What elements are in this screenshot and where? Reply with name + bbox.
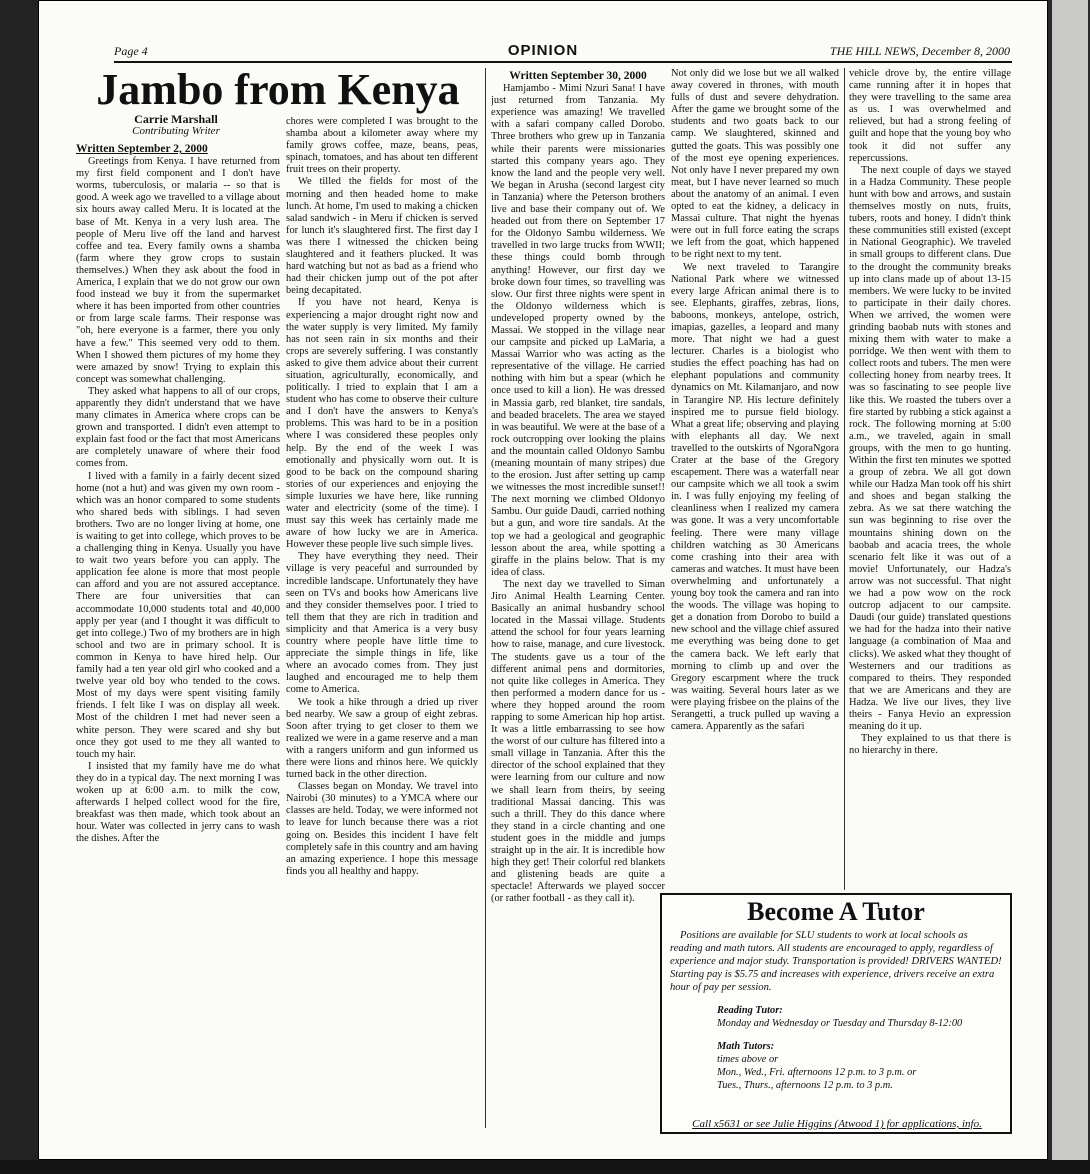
- paragraph: Classes began on Monday. We travel into Nairobi (30 minutes) to a YMCA where our classes are held. Today, we were informed not to leave for lunch because there was a riot going on. Besides this incident I have felt completely safe in this country and am having an amazing experience. I hope this message finds you all healthy and happy.: [286, 781, 478, 877]
- dateline-1: Written September 2, 2000: [76, 143, 208, 155]
- author-name: Carrie Marshall: [134, 112, 218, 126]
- paragraph: They explained to us that there is no hierarchy in there.: [849, 733, 1011, 757]
- dateline-2: Written September 30, 2000: [509, 70, 647, 82]
- reading-tutor-label: Reading Tutor:: [717, 1005, 783, 1016]
- article-headline: Jambo from Kenya: [96, 65, 460, 114]
- ad-contact: Call x5631 or see Julie Higgins (Atwood 1) for applications, info.: [692, 1118, 982, 1130]
- paragraph: The next day we travelled to Siman Jiro Animal Health Learning Center. Basically an animal husbandry school located in the Massai village. Students attend the school for four years learning how to raise, manage, and cure livestock. The students gave us a tour of the different animal pens and dormitories, not quite like colleges in America. They then performed a modern dance for us - where they hopped around the room rapping to some American hip hop artist. It was a little embarrassing to see how the worst of our culture has filtered into a small village in Tanzania. After this the director of the school explained that they were learning from our culture and now we shall learn from theirs, by seeing traditional Massai dancing. This was such a thrill. They do this dance where they stand in a circle chanting and one student goes in the middle and jumps straight up in the air. It is incredible how high they get! Their colorful red blankets and glistening beads are quite a spectacle! Afterwards we played soccer (or rather football - as they call it).: [491, 578, 665, 905]
- paragraph: I lived with a family in a fairly decent sized home (not a hut) and was given my own room - which was an honor compared to some students who shared beds with siblings. I had seven brothers. Two are no longer living at home, one is waiting to get into college, which proves to be a challenging thing in Kenya. Usually you have to wait two years before you can apply. The application fee alone is more that most people can afford and you are not assured acceptance. There are four universities that can accommodate 10,000 students total and 40,000 apply per year (and I thought it was difficult to get into college.) Two of my brothers are in high school and two are in primary school. It is common in Kenya to have hired help. Our family had a ten year old girl who cooked and a twelve year old boy who tended to the cows. Most of my days were spent visiting family friends. I felt like I was on display all week. Most of the children I met had never seen a white person. They were scared and shy but once they got used to me they all wanted to touch my hair.: [76, 470, 280, 760]
- paragraph: I insisted that my family have me do what they do in a typical day. The next morning I was woken up at 6:00 a.m. to milk the cow, afterwards I helped collect wood for the fire, breakfast was then made, which took about an hour. Water was collected in jerry cans to wash the dishes. After the: [76, 760, 280, 845]
- ad-description: Positions are available for SLU students to work at local schools as reading and math tutors. All students are encouraged to apply, regardless of experience and major study. Transportation is provided! DRIVERS WANTED! Starting pay is $5.75 and increases with experience, drivers receive an extra hour of pay per session.: [670, 930, 1002, 993]
- paragraph: We tilled the fields for most of the morning and then headed home to make lunch. At home, I'm used to making a chicken salad sandwich - in Meru if chicken is served for lunch it's slaughtered first. The first day I was there I witnessed the chicken being slaughtered and it feathers plucked. It was hard watching but not as bad as a friend who had their chicken jump out of the pot after being decapitated.: [286, 176, 478, 297]
- paragraph: They have everything they need. Their village is very peaceful and surrounded by incredible landscape. Unfortunately they have seen on TVs and books how Americans live and they consider themselves poor. I tried to tell them that they are rich in tradition and simplicity and that America is a very busy country where people have little time to appreciate the simple things in life, like where an avocado comes from. They just laughed and encouraged me to help them come to America.: [286, 551, 478, 696]
- ad-title: Become A Tutor: [747, 897, 925, 926]
- author-role: Contributing Writer: [132, 125, 220, 137]
- paper-dateline: THE HILL NEWS, December 8, 2000: [829, 44, 1010, 58]
- paragraph: Greetings from Kenya. I have returned from my first field component and I don't have worms, tuberculosis, or malaria -- so that is good. A week ago we travelled to a village about six hours away called Meru. It is located at the base of Mt. Kenya in a very lush area. The people of Meru live off the land and harvest coffee and tea. Every family owns a shamba (farm where they grow crops to sustain themselves.) When they ask about the food in America, I explain that we do not grow our own food instead we buy it from the supermarket where it has been imported from other countries or from large scale farms. Their response was "oh, here everyone is a farmer, there you only have a few." This seemed very odd to them. When I showed them pictures of my home they were amazed by snow! Trying to explain this concept was somewhat challenging.: [76, 156, 280, 385]
- ad-schedule: [717, 1004, 1010, 1092]
- article-column-1: [76, 143, 280, 1126]
- paragraph: We next traveled to Tarangire National Park where we witnessed every large African animal there is to see. Elephants, giraffes, zebras, lions, baboons, monkeys, antelope, ostrich, imapias, gazelles, a leopard and many more. That night we had a guest lecturer. Charles is a biologist who studies the effect poaching has had on elephant populations and community dynamics on Mt. Kilamanjaro, and now in Tarangire NP. His lecture definitely inspired me to pursue field biology. What a great life; observing and playing with elephants all day. We next travelled to the outskirts of NgoraNgora Crater at the base of the Gregory escapement. There was a waterfall near our campsite which we all took a swim in. I was fully enjoying my feeling of cleanliness when I realized my camera was gone. It was a very uncomfortable feeling. There were many village children watching as 30 Americans come crashing into their area with cameras and watches. It must have been overwhelming and unfortunately a young boy took the camera and ran into the woods. The village was hoping to get a donation from Dorobo to build a new school and the village chief assured me everything was being done to get the camera back. We left early that morning to climb up and over the Gregory escarpment where the truck was waiting. Several hours later as we were playing frisbee on the plains of the Serangetti, a truck pulled up waving a camera. Apparently as the safari: [671, 261, 839, 733]
- column-divider: [844, 68, 845, 890]
- math-tutor-line: Mon., Wed., Fri. afternoons 12 p.m. to 3 p.m. or: [717, 1067, 917, 1078]
- newspaper-page: [38, 0, 1048, 1160]
- math-tutor-line: Tues., Thurs., afternoons 12 p.m. to 3 p.m.: [717, 1080, 893, 1091]
- paragraph: vehicle drove by, the entire village came running after it in hopes that they were travelling to the same area as us. I was overwhelmed and relieved, but had a strong feeling of guilt and hope that the young boy who took it did not suffer any repercussions.: [849, 68, 1011, 164]
- reading-tutor-schedule: Monday and Wednesday or Tuesday and Thursday 8-12:00: [717, 1018, 963, 1029]
- page-number: Page 4: [114, 44, 148, 58]
- article-column-2: [286, 116, 478, 1126]
- math-tutor-label: Math Tutors:: [717, 1041, 775, 1052]
- article-column-3: [491, 70, 665, 1126]
- scan-left-edge: [0, 0, 38, 1174]
- header-rule: [114, 61, 1012, 63]
- paragraph: Hamjambo - Mimi Nzuri Sana! I have just returned from Tanzania. My experience was amazing! We travelled with a safari company called Dorobo. Three brothers who grew up in Tanzania while their parents were missionaries started this company years ago. They know the land and the people very well. We began in Arusha (second largest city in Tanzania) where the Peterson brothers live and base their company out of. We headed out from there on September 17 for the Oldonyo Sambu wilderness. We travelled in two large trucks from WWII; these things could bomb through anything! However, our first day we broke down four times, so travelling was slow. Our first three nights were spent in the Oldonyo wilderness which is undeveloped property owned by the Massai. We stopped in the village near our campsite and picked up LaMaria, a Massai Warrior who was acting as the representative of the village. He carried nothing with him but a spear (which he once used to kill a lion). He was dressed in Massia garb, red blanket, tire sandals, and beaded bracelets. The area we stayed in was beautiful. We were at the base of a rock outcropping over looking the plains and the mountain called Oldonyo Sambu (meaning mountain of many stripes) due to the erosion. Just after setting up camp we witnesses the most incredible sunset!! The next morning we climbed Oldonyo Sambu. Our guide Daudi, carried nothing but a gun, and wore tire sandals. At the top we had a geological and geographic lesson about the area, while spotting a giraffe in the plains below. That is my idea of class.: [491, 83, 665, 578]
- paragraph: We took a hike through a dried up river bed nearby. We saw a group of eight zebras. Soon after trying to get closer to them we realized we were in a game reserve and a man with a rangers uniform and gun informed us there were lions and rhinos here. We quickly turned back in the other direction.: [286, 696, 478, 781]
- paragraph: Not only did we lose but we all walked away covered in thrones, with mouth fulls of dust and severe dehydration. After the game we brought some of the students and two goats back to our camp. We slaughtered, skinned and gutted the goats. This was possibly one of the most eye opening experiences. Not only have I never prepared my own meat, but I have never learned so much about the anatomy of an animal. I even opted to eat the kidney, a delicacy in Massai culture. That night the hyenas were out in full force eating the scraps we left from the goat, which happened to be right next to my tent.: [671, 68, 839, 261]
- scan-margin-strip: [1052, 0, 1088, 1174]
- paragraph: The next couple of days we stayed in a Hadza Community. These people hunt with bow and arrows, and sustain themselves mostly on nuts, fruits, tubers, roots and honey. I didn't think these communities still existed (except in National Geographic). We traveled in small groups to different clans. Due to the drought the community breaks up into clans made up of about 13-15 members. We were lucky to be invited to participate in their daily chores. When we arrived, the women were grinding baobab nuts with stones and mixing them with water to make a porridge. We then went with them to collect roots and tubers. The men were collecting honey from nearby trees. It was so fascinating to see people live like this. We roasted the tubers over a fire started by rubbing a stick against a rock. The following morning at 5:00 a.m., we traveled, again in small groups, with the men to go hunting. Within the first ten minutes we spotted a group of zebra. We all got down while our Hadza Man took off his shirt and shoes and began stalking the zebra. As we sat there watching the sun was beginning to rise over the mountains shining down on the baobab and acacia trees, the whole scenario felt like it was out of a movie! Unfortunately, our Hadza's arrow was not successful. That night we had a pow wow on the rock outcrop adjacent to our campsite. Daudi (our guide) translated questions we had for the hadza into their native language (a combination of Maa and clicks). We asked what they thought of Westerners and our traditions as compared to theirs. They responded that we are Americans and they are Hadza. We live our lives, they live theirs - Fanya Hevio an expression meaning do it up.: [849, 164, 1011, 733]
- paragraph: They asked what happens to all of our crops, apparently they didn't understand that we have many climates in America where crops can be grown and transported. I didn't even attempt to explain fast food or the fact that most Americans are completely unaware of where their food comes from.: [76, 385, 280, 470]
- article-column-5: [849, 68, 1011, 890]
- section-title: OPINION: [507, 42, 579, 59]
- article-column-4: [671, 68, 839, 890]
- math-tutor-line: times above or: [717, 1054, 779, 1065]
- column-divider: [485, 68, 486, 1128]
- viewer-bottom-bar: [0, 1160, 1090, 1174]
- tutor-advertisement: [660, 893, 1012, 1134]
- paragraph: chores were completed I was brought to the shamba about a kilometer away where my family grows coffee, maze, beans, peas, spinach, tomatoes, and has about ten different fruit trees on their property.: [286, 116, 478, 176]
- paragraph: If you have not heard, Kenya is experiencing a major drought right now and the water supply is very limited. My family has not seen rain in six months and their crops are severely suffering. I was constantly asked to give them advice about their current situation, agriculturally, economically, and politically. I tried to explain that I am a student who has come to observe their culture and I don't have the answers to Kenya's problems. This was hard to be in a position where I was considered these peoples only help. By the end of the week I was emotionally and physically worn out. It is good to be back on the compound sharing stories of our experiences and enjoying the simple luxuries we have here, like running water and electricity (some of the time). I must say this week has certainly made me aware of how lucky we are in America. However these people live such simple lives.: [286, 297, 478, 551]
